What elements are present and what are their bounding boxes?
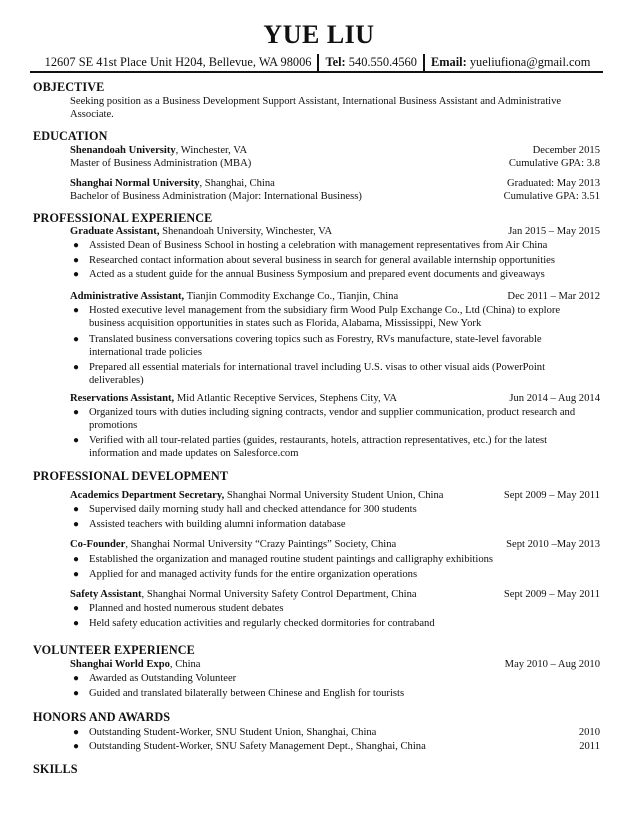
bullet-text: Guided and translated bilaterally between Chinese and English for tourists: [89, 688, 405, 699]
school-location: , Winchester, VA: [175, 145, 248, 156]
job-org: Shenandoah University, Winchester, VA: [159, 226, 333, 237]
degree: Master of Business Administration (MBA): [70, 158, 252, 169]
bullet-icon: ●: [73, 255, 80, 266]
bullet-icon: ●: [73, 688, 80, 699]
bullet-icon: ●: [73, 618, 80, 629]
bullet-text: Acted as a student guide for the annual Business Symposium and prepared event documents and giveaways: [89, 269, 545, 280]
role-org: , Shanghai Normal University Safety Control Department, China: [141, 589, 417, 600]
bullet-icon: ●: [73, 334, 80, 345]
award-year: 2011: [579, 741, 600, 752]
bullet-icon: ●: [73, 554, 80, 565]
bullet-icon: ●: [73, 240, 80, 251]
job-org: Mid Atlantic Receptive Services, Stephens City, VA: [174, 393, 398, 404]
objective-text: [70, 95, 600, 121]
gpa: Cumulative GPA: 3.51: [503, 191, 600, 202]
role-title: Academics Department Secretary,: [70, 490, 225, 501]
volunteer-date: May 2010 – Aug 2010: [504, 659, 600, 670]
bullet-text: Supervised daily morning study hall and checked attendance for 300 students: [89, 504, 417, 515]
bullet-text: Researched contact information about several business in search for general available internship opportunities: [89, 255, 555, 266]
applicant-name: YUE LIU: [263, 20, 375, 49]
award-text: Outstanding Student-Worker, SNU Safety Management Dept., Shanghai, China: [89, 741, 426, 752]
role-date: Sept 2009 – May 2011: [503, 490, 600, 501]
bullet-text: Hosted executive level management from the subsidiary firm Wood Pulp Exchange Co., Ltd (China) to explore: [89, 305, 561, 316]
bullet-text: Assisted Dean of Business School in hosting a celebration with management representatives from Air China: [89, 240, 548, 251]
role-date: Sept 2010 –May 2013: [506, 539, 600, 550]
school-name: Shanghai Normal University: [70, 178, 200, 189]
role-title: Safety Assistant: [70, 589, 142, 600]
bullet-icon: ●: [73, 269, 80, 280]
bullet-text: Prepared all essential materials for international travel including U.S. visas to other visual aids (PowerPoint: [89, 362, 546, 373]
bullet-icon: ●: [73, 362, 80, 373]
bullet-icon: ●: [73, 569, 80, 580]
bullet-text: information and made updates on Salesforce.com: [89, 448, 299, 459]
section-heading-skills: SKILLS: [33, 762, 78, 776]
bullet-text: promotions: [89, 420, 138, 431]
bullet-icon: ●: [73, 504, 80, 515]
bullet-text: Awarded as Outstanding Volunteer: [89, 673, 237, 684]
award-text: Outstanding Student-Worker, SNU Student Union, Shanghai, China: [89, 727, 377, 738]
objective-line: Seeking position as a Business Development Support Assistant, International Business Assistant and Administrative: [70, 96, 562, 107]
job-org: Tianjin Commodity Exchange Co., Tianjin, China: [184, 291, 399, 302]
section-heading-education: EDUCATION: [33, 129, 108, 143]
bullet-text: Applied for and managed activity funds for the entire organization operations: [89, 569, 418, 580]
bullet-icon: ●: [73, 603, 80, 614]
bullet-text: deliverables): [89, 375, 144, 386]
bullet-text: Translated business conversations covering topics such as Forestry, RVs manufacture, state-level favorable: [89, 334, 542, 345]
job-title: Administrative Assistant,: [70, 291, 185, 302]
job-title: Reservations Assistant,: [70, 393, 175, 404]
bullet-icon: ●: [73, 407, 80, 418]
phone-number: 540.550.4560: [348, 55, 417, 69]
job-title: Graduate Assistant,: [70, 226, 160, 237]
bullet-text: Verified with all tour-related parties (guides, restaurants, hotels, attraction representatives, etc.) for the latest: [89, 435, 548, 446]
address: 12607 SE 41st Place Unit H204, Bellevue, WA 98006: [44, 55, 312, 69]
role-title: Co-Founder: [70, 539, 126, 550]
bullet-icon: ●: [73, 673, 80, 684]
education-date: Graduated: May 2013: [507, 178, 600, 189]
bullet-text: business acquisition opportunities in states such as Florida, Alabama, Mississippi, New York: [89, 318, 482, 329]
school-name: Shenandoah University: [70, 145, 176, 156]
email-label: Email:: [430, 55, 467, 69]
volunteer-org: , China: [169, 659, 201, 670]
contact-divider: [423, 54, 425, 71]
tel-label: Tel:: [325, 55, 346, 69]
section-heading-development: PROFESSIONAL DEVELOPMENT: [33, 469, 229, 483]
bullet-icon: ●: [73, 305, 80, 316]
job-date: Jun 2014 – Aug 2014: [509, 393, 600, 404]
objective-line: Associate.: [70, 109, 114, 120]
bullet-text: Held safety education activities and regularly checked dormitories for contraband: [89, 618, 435, 629]
education-date: December 2015: [532, 145, 600, 156]
role-date: Sept 2009 – May 2011: [503, 589, 600, 600]
role-org: , Shanghai Normal University “Crazy Paintings” Society, China: [125, 539, 397, 550]
bullet-icon: ●: [73, 519, 80, 530]
bullet-text: Organized tours with duties including signing contracts, vendor and supplier communication, product research and: [89, 407, 576, 418]
email-address: yueliufiona@gmail.com: [469, 55, 591, 69]
volunteer-title: Shanghai World Expo: [70, 659, 170, 670]
bullet-text: international trade policies: [89, 347, 202, 358]
contact-line: [30, 54, 605, 71]
section-heading-experience: PROFESSIONAL EXPERIENCE: [33, 211, 213, 225]
bullet-icon: ●: [73, 727, 80, 738]
bullet-text: Assisted teachers with building alumni information database: [89, 519, 346, 530]
school-location: , Shanghai, China: [199, 178, 275, 189]
bullet-icon: ●: [73, 435, 80, 446]
section-heading-volunteer: VOLUNTEER EXPERIENCE: [33, 643, 195, 657]
gpa: Cumulative GPA: 3.8: [508, 158, 600, 169]
job-date: Dec 2011 – Mar 2012: [507, 291, 600, 302]
degree: Bachelor of Business Administration (Major: International Business): [70, 191, 362, 202]
bullet-text: Planned and hosted numerous student debates: [89, 603, 284, 614]
job-date: Jan 2015 – May 2015: [508, 226, 600, 237]
header-rule: [30, 71, 603, 73]
contact-divider: [317, 54, 319, 71]
section-heading-honors: HONORS AND AWARDS: [33, 710, 171, 724]
bullet-icon: ●: [73, 741, 80, 752]
role-org: Shanghai Normal University Student Union, China: [224, 490, 444, 501]
section-heading-objective: OBJECTIVE: [33, 80, 105, 94]
bullet-text: Established the organization and managed routine student paintings and calligraphy exhibitions: [89, 554, 494, 565]
award-year: 2010: [578, 727, 600, 738]
